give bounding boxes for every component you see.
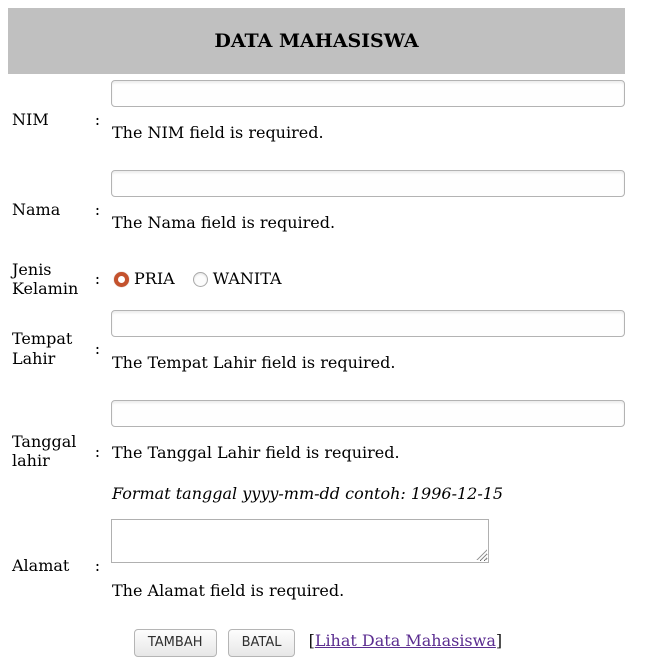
radio-pria-label[interactable]: PRIA: [134, 269, 175, 289]
tambah-button[interactable]: TAMBAH: [134, 629, 217, 657]
jenis-kelamin-colon: :: [94, 269, 101, 289]
tempat-lahir-input[interactable]: [111, 310, 625, 337]
actions-row: [8, 623, 625, 661]
field-row-jenis-kelamin: [8, 254, 625, 303]
tanggal-lahir-colon: :: [94, 441, 101, 461]
nama-error: The Nama field is required.: [112, 213, 336, 233]
nim-error: The NIM field is required.: [112, 123, 324, 142]
alamat-textarea[interactable]: [111, 519, 489, 563]
field-row-nim: [8, 74, 625, 164]
radio-wanita-label[interactable]: WANITA: [212, 269, 282, 289]
lihat-data-link[interactable]: Lihat Data Mahasiswa: [314, 630, 496, 650]
tempat-lahir-label: Tempat Lahir: [12, 329, 73, 368]
tanggal-lahir-label: Tanggal lahir: [12, 432, 77, 471]
nama-input[interactable]: [111, 170, 625, 197]
nim-colon: :: [94, 109, 101, 129]
radio-wanita[interactable]: [193, 272, 208, 287]
nama-label: Nama: [12, 199, 61, 219]
jenis-kelamin-radio-group: [111, 269, 282, 288]
jenis-kelamin-label: Jenis Kelamin: [12, 259, 79, 298]
alamat-textarea-wrap: [111, 519, 489, 563]
tempat-lahir-error: The Tempat Lahir field is required.: [112, 352, 396, 372]
form-header-row: [8, 8, 625, 74]
field-row-nama: [8, 164, 625, 254]
tempat-lahir-colon: :: [94, 339, 101, 359]
nama-colon: :: [94, 199, 101, 219]
field-row-tanggal-lahir: [8, 394, 625, 509]
tanggal-lahir-format-hint: Format tanggal yyyy-mm-dd contoh: 1996-12-15: [112, 483, 504, 503]
tanggal-lahir-error: The Tanggal Lahir field is required.: [112, 442, 400, 462]
student-data-form: [8, 8, 625, 661]
nim-label: NIM: [12, 109, 49, 129]
alamat-colon: :: [94, 556, 101, 576]
radio-pria[interactable]: [114, 272, 129, 287]
field-row-tempat-lahir: [8, 304, 625, 394]
batal-button[interactable]: BATAL: [228, 629, 296, 657]
alamat-label: Alamat: [12, 556, 70, 576]
field-row-alamat: [8, 509, 625, 622]
alamat-error: The Alamat field is required.: [112, 581, 345, 601]
lihat-data-link-wrap: [309, 631, 503, 650]
link-open-bracket: [: [308, 630, 315, 650]
tanggal-lahir-input[interactable]: [111, 400, 625, 427]
form-title: DATA MAHASISWA: [8, 8, 625, 74]
link-close-bracket: ]: [495, 630, 503, 650]
nim-input[interactable]: [111, 80, 625, 107]
